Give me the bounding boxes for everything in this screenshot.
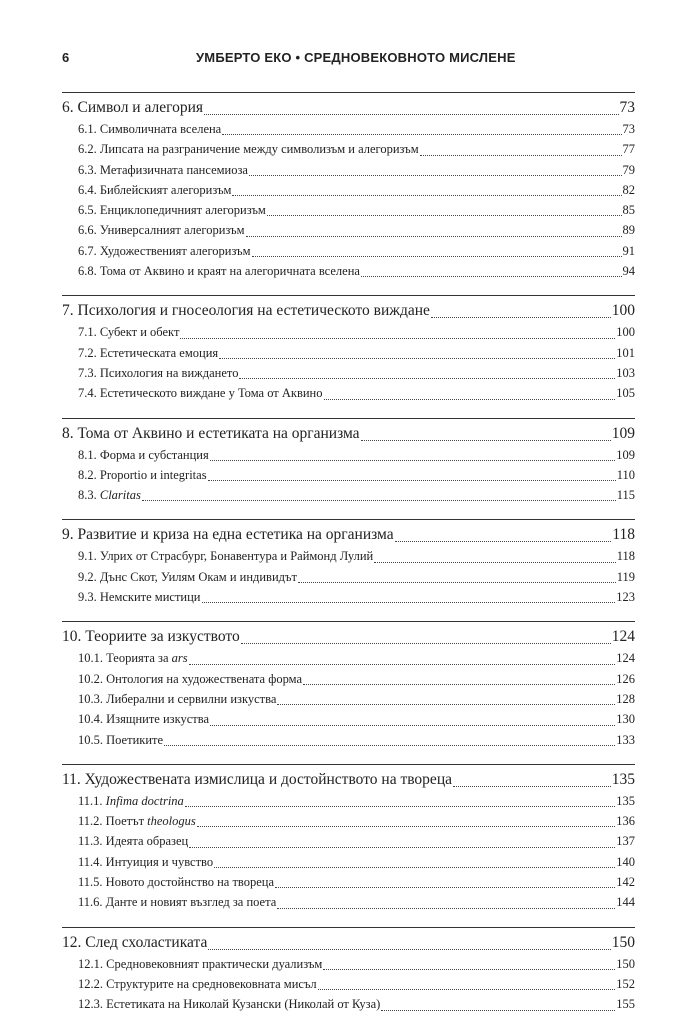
dot-leader: [210, 725, 615, 726]
toc-subsection-entry[interactable]: [62, 241, 635, 261]
dot-leader: [249, 175, 622, 176]
dot-leader: [246, 236, 622, 237]
subsection-title: [78, 200, 266, 220]
subsection-page-number: 140: [616, 854, 635, 869]
toc-chapter-entry[interactable]: [62, 97, 635, 119]
subsection-title: [78, 852, 213, 872]
subsection-title-part: 9.1. Улрих от Страсбург, Бонавентура и Раймонд Лулий: [78, 549, 374, 564]
subsection-title-part: theologus: [147, 814, 196, 829]
toc-subsection-entry[interactable]: [62, 343, 635, 363]
dot-leader: [180, 338, 615, 339]
dot-leader: [303, 684, 615, 685]
subsection-title-part: 8.2. Proportio и integritas: [78, 467, 207, 482]
toc-subsection-entry[interactable]: [62, 567, 635, 587]
toc-subsection-entry[interactable]: [62, 994, 635, 1014]
dot-leader: [361, 440, 611, 441]
subsection-page-number: 130: [616, 712, 635, 727]
subsection-title: [78, 831, 188, 851]
dot-leader: [214, 867, 615, 868]
subsection-title: [78, 791, 184, 811]
toc-section: [62, 295, 635, 407]
dot-leader: [323, 969, 615, 970]
subsection-title: [78, 322, 179, 342]
toc-subsection-entry[interactable]: [62, 587, 635, 607]
subsection-title-part: ars: [171, 651, 188, 666]
dot-leader: [185, 806, 615, 807]
subsection-page-number: 110: [616, 467, 635, 482]
dot-leader: [241, 643, 611, 644]
dot-leader: [219, 358, 615, 359]
subsection-title: [78, 994, 380, 1014]
subsection-title: [78, 445, 209, 465]
dot-leader: [395, 541, 612, 542]
chapter-page-number: 135: [611, 770, 635, 788]
toc-subsection-entry[interactable]: [62, 485, 635, 505]
subsection-title: [78, 648, 188, 668]
toc-chapter-entry[interactable]: [62, 769, 635, 791]
subsection-title: [78, 567, 297, 587]
subsection-title: [78, 669, 302, 689]
dot-leader: [239, 378, 615, 379]
subsection-title-part: 8.1. Форма и субстанция: [78, 447, 209, 462]
subsection-title-part: 6.6. Универсалният алегоризъм: [78, 223, 245, 238]
subsection-page-number: 105: [616, 386, 635, 401]
subsection-title-part: 10.3. Либерални и сервилни изкуства: [78, 691, 277, 706]
subsection-title-part: 6.1. Символичната вселена: [78, 122, 222, 136]
subsection-title-part: 6.3. Метафизичната пансемиоза: [78, 162, 248, 177]
running-header: [0, 50, 700, 70]
chapter-page-number: 100: [611, 302, 635, 320]
toc-subsection-entry[interactable]: [62, 383, 635, 403]
subsection-title: [78, 363, 238, 383]
dot-leader: [298, 582, 616, 583]
chapter-title: 7. Психология и гносеология на естетическото виждане: [62, 302, 430, 320]
subsection-title: [78, 709, 209, 729]
dot-leader: [374, 562, 616, 563]
subsection-page-number: 135: [616, 793, 635, 808]
chapter-title: 6. Символ и алегория: [62, 99, 204, 116]
dot-leader: [277, 704, 615, 705]
subsection-title-part: 12.3. Естетиката на Николай Кузански (Николай от Куза): [78, 997, 381, 1012]
subsection-title: [78, 587, 201, 607]
toc-chapter-entry[interactable]: [62, 626, 635, 648]
subsection-page-number: 124: [616, 651, 635, 666]
toc-subsection-entry[interactable]: [62, 648, 635, 668]
subsection-title-part: 6.5. Енциклопедичният алегоризъм: [78, 203, 266, 218]
toc-chapter-entry[interactable]: [62, 932, 635, 954]
subsection-title-part: 7.3. Психология на виждането: [78, 365, 239, 380]
chapter-page-number: 73: [619, 99, 635, 116]
dot-leader: [164, 745, 615, 746]
dot-leader: [210, 460, 616, 461]
subsection-title: [78, 383, 323, 403]
toc-subsection-entry[interactable]: [62, 954, 635, 974]
subsection-title: [78, 261, 360, 281]
toc-subsection-entry[interactable]: [62, 872, 635, 892]
subsection-title-part: 11.4. Интуиция и чувство: [78, 854, 214, 869]
subsection-title: [78, 689, 276, 709]
subsection-title: [78, 139, 419, 159]
subsection-title-part: 12.1. Средновековният практически дуализъм: [78, 956, 323, 971]
toc-subsection-entry[interactable]: [62, 974, 635, 994]
subsection-title-part: Infima doctrina: [105, 793, 184, 808]
subsection-title-part: 11.1.: [78, 793, 106, 808]
toc-chapter-entry[interactable]: [62, 423, 635, 445]
subsection-title-part: 11.5. Новото достойнство на твореца: [78, 875, 275, 890]
toc-subsection-entry[interactable]: [62, 119, 635, 139]
dot-leader: [252, 256, 622, 257]
subsection-title-part: 12.2. Структурите на средновековната мисъл: [78, 976, 317, 991]
subsection-title-part: 8.3.: [78, 488, 100, 503]
toc-subsection-entry[interactable]: [62, 139, 635, 159]
chapter-page-number: 118: [612, 526, 635, 544]
toc-section: [62, 927, 635, 1019]
subsection-title: [78, 954, 322, 974]
dot-leader: [453, 786, 611, 787]
toc-section: [62, 519, 635, 611]
subsection-page-number: 142: [616, 875, 635, 890]
toc-subsection-entry[interactable]: [62, 730, 635, 750]
subsection-page-number: 89: [622, 223, 635, 238]
subsection-page-number: 115: [616, 488, 635, 503]
subsection-page-number: 123: [616, 590, 635, 605]
toc-subsection-entry[interactable]: [62, 465, 635, 485]
subsection-title-part: 11.6. Данте и новият възглед за поета: [78, 895, 277, 910]
toc-subsection-entry[interactable]: [62, 546, 635, 566]
subsection-page-number: 136: [616, 814, 635, 829]
subsection-title-part: 6.4. Библейският алегоризъм: [78, 182, 232, 197]
chapter-title: 9. Развитие и криза на една естетика на организма: [62, 526, 394, 544]
subsection-title-part: 7.2. Естетическата емоция: [78, 345, 219, 360]
subsection-page-number: 119: [616, 569, 635, 584]
subsection-title: [78, 974, 317, 994]
chapter-title: 11. Художествената измислица и достойнството на твореца: [62, 770, 452, 788]
toc-subsection-entry[interactable]: [62, 669, 635, 689]
subsection-page-number: 91: [622, 243, 635, 258]
dot-leader: [420, 155, 622, 156]
subsection-title: [78, 119, 221, 139]
chapter-title: 12. След схоластиката: [62, 933, 208, 951]
dot-leader: [431, 317, 611, 318]
subsection-title-part: 9.3. Немските мистици: [78, 590, 201, 605]
toc-section: [62, 764, 635, 917]
toc-subsection-entry[interactable]: [62, 811, 635, 831]
running-title: УМБЕРТО ЕКО • СРЕДНОВЕКОВНОТО МИСЛЕНЕ: [196, 50, 516, 65]
toc-subsection-entry[interactable]: [62, 791, 635, 811]
toc-section: [62, 418, 635, 510]
subsection-page-number: 103: [616, 365, 635, 380]
subsection-page-number: 155: [616, 997, 635, 1012]
dot-leader: [208, 480, 616, 481]
dot-leader: [361, 276, 622, 277]
toc-chapter-entry[interactable]: [62, 524, 635, 546]
toc-subsection-entry[interactable]: [62, 892, 635, 912]
subsection-page-number: 77: [622, 142, 635, 157]
subsection-title: [78, 730, 163, 750]
subsection-title-part: 10.1. Теорията за: [78, 651, 172, 666]
toc-subsection-entry[interactable]: [62, 180, 635, 200]
subsection-page-number: 152: [616, 976, 635, 991]
toc-subsection-entry[interactable]: [62, 200, 635, 220]
subsection-title-part: 6.2. Липсата на разграничение между символизъм и алегоризъм: [78, 142, 419, 157]
subsection-title-part: 9.2. Дънс Скот, Уилям Окам и индивидът: [78, 569, 297, 584]
subsection-title-part: Claritas: [99, 488, 141, 503]
toc-section: [62, 92, 635, 285]
dot-leader: [318, 989, 616, 990]
subsection-title: [78, 465, 207, 485]
subsection-title: [78, 546, 373, 566]
subsection-page-number: 137: [616, 834, 635, 849]
dot-leader: [204, 114, 618, 115]
dot-leader: [189, 847, 615, 848]
chapter-page-number: 124: [611, 628, 635, 646]
subsection-title-part: 10.2. Онтология на художествената форма: [78, 671, 303, 686]
subsection-title: [78, 160, 248, 180]
subsection-page-number: 109: [616, 447, 635, 462]
chapter-page-number: 109: [611, 424, 635, 442]
table-of-contents: [62, 92, 635, 1019]
subsection-title-part: 6.7. Художественият алегоризъм: [78, 243, 251, 258]
subsection-page-number: 73: [622, 122, 635, 136]
toc-subsection-entry[interactable]: [62, 363, 635, 383]
subsection-title: [78, 485, 141, 505]
dot-leader: [202, 602, 616, 603]
toc-subsection-entry[interactable]: [62, 261, 635, 281]
toc-subsection-entry[interactable]: [62, 689, 635, 709]
subsection-page-number: 126: [616, 671, 635, 686]
subsection-page-number: 118: [616, 549, 635, 564]
subsection-page-number: 79: [622, 162, 635, 177]
dot-leader: [275, 887, 615, 888]
subsection-page-number: 85: [622, 203, 635, 218]
subsection-page-number: 150: [616, 956, 635, 971]
dot-leader: [232, 195, 621, 196]
toc-subsection-entry[interactable]: [62, 322, 635, 342]
toc-subsection-entry[interactable]: [62, 831, 635, 851]
subsection-title: [78, 180, 231, 200]
dot-leader: [197, 826, 615, 827]
subsection-page-number: 82: [622, 182, 635, 197]
subsection-title-part: 7.4. Естетическото виждане у Тома от Аквино: [78, 386, 323, 401]
subsection-title-part: 11.2. Поетът: [78, 814, 148, 829]
dot-leader: [324, 399, 616, 400]
toc-subsection-entry[interactable]: [62, 220, 635, 240]
subsection-title-part: 6.8. Тома от Аквино и краят на алегоричната вселена: [78, 264, 360, 279]
toc-section: [62, 621, 635, 753]
subsection-title: [78, 811, 196, 831]
subsection-page-number: 128: [616, 691, 635, 706]
chapter-page-number: 150: [611, 933, 635, 951]
toc-subsection-entry[interactable]: [62, 445, 635, 465]
dot-leader: [222, 134, 621, 135]
toc-chapter-entry[interactable]: [62, 300, 635, 322]
subsection-title-part: 11.3. Идеята образец: [78, 834, 189, 849]
dot-leader: [189, 664, 616, 665]
toc-subsection-entry[interactable]: [62, 852, 635, 872]
page-number: 6: [62, 50, 70, 65]
dot-leader: [208, 949, 610, 950]
subsection-title: [78, 343, 218, 363]
subsection-page-number: 101: [616, 345, 635, 360]
subsection-title: [78, 220, 245, 240]
subsection-page-number: 94: [622, 264, 635, 279]
subsection-title: [78, 872, 274, 892]
subsection-title: [78, 241, 251, 261]
dot-leader: [277, 908, 615, 909]
subsection-page-number: 144: [616, 895, 635, 910]
subsection-page-number: 100: [616, 325, 635, 340]
subsection-title-part: 7.1. Субект и обект: [78, 325, 180, 340]
chapter-title: 8. Тома от Аквино и естетиката на организма: [62, 424, 360, 442]
dot-leader: [142, 500, 616, 501]
dot-leader: [267, 215, 622, 216]
toc-subsection-entry[interactable]: [62, 160, 635, 180]
chapter-title: 10. Теориите за изкуството: [62, 628, 240, 646]
subsection-page-number: 133: [616, 732, 635, 747]
subsection-title: [78, 892, 276, 912]
dot-leader: [381, 1010, 615, 1011]
subsection-title-part: 10.4. Изящните изкуства: [78, 712, 210, 727]
subsection-title-part: 10.5. Поетиките: [78, 732, 164, 747]
toc-subsection-entry[interactable]: [62, 709, 635, 729]
